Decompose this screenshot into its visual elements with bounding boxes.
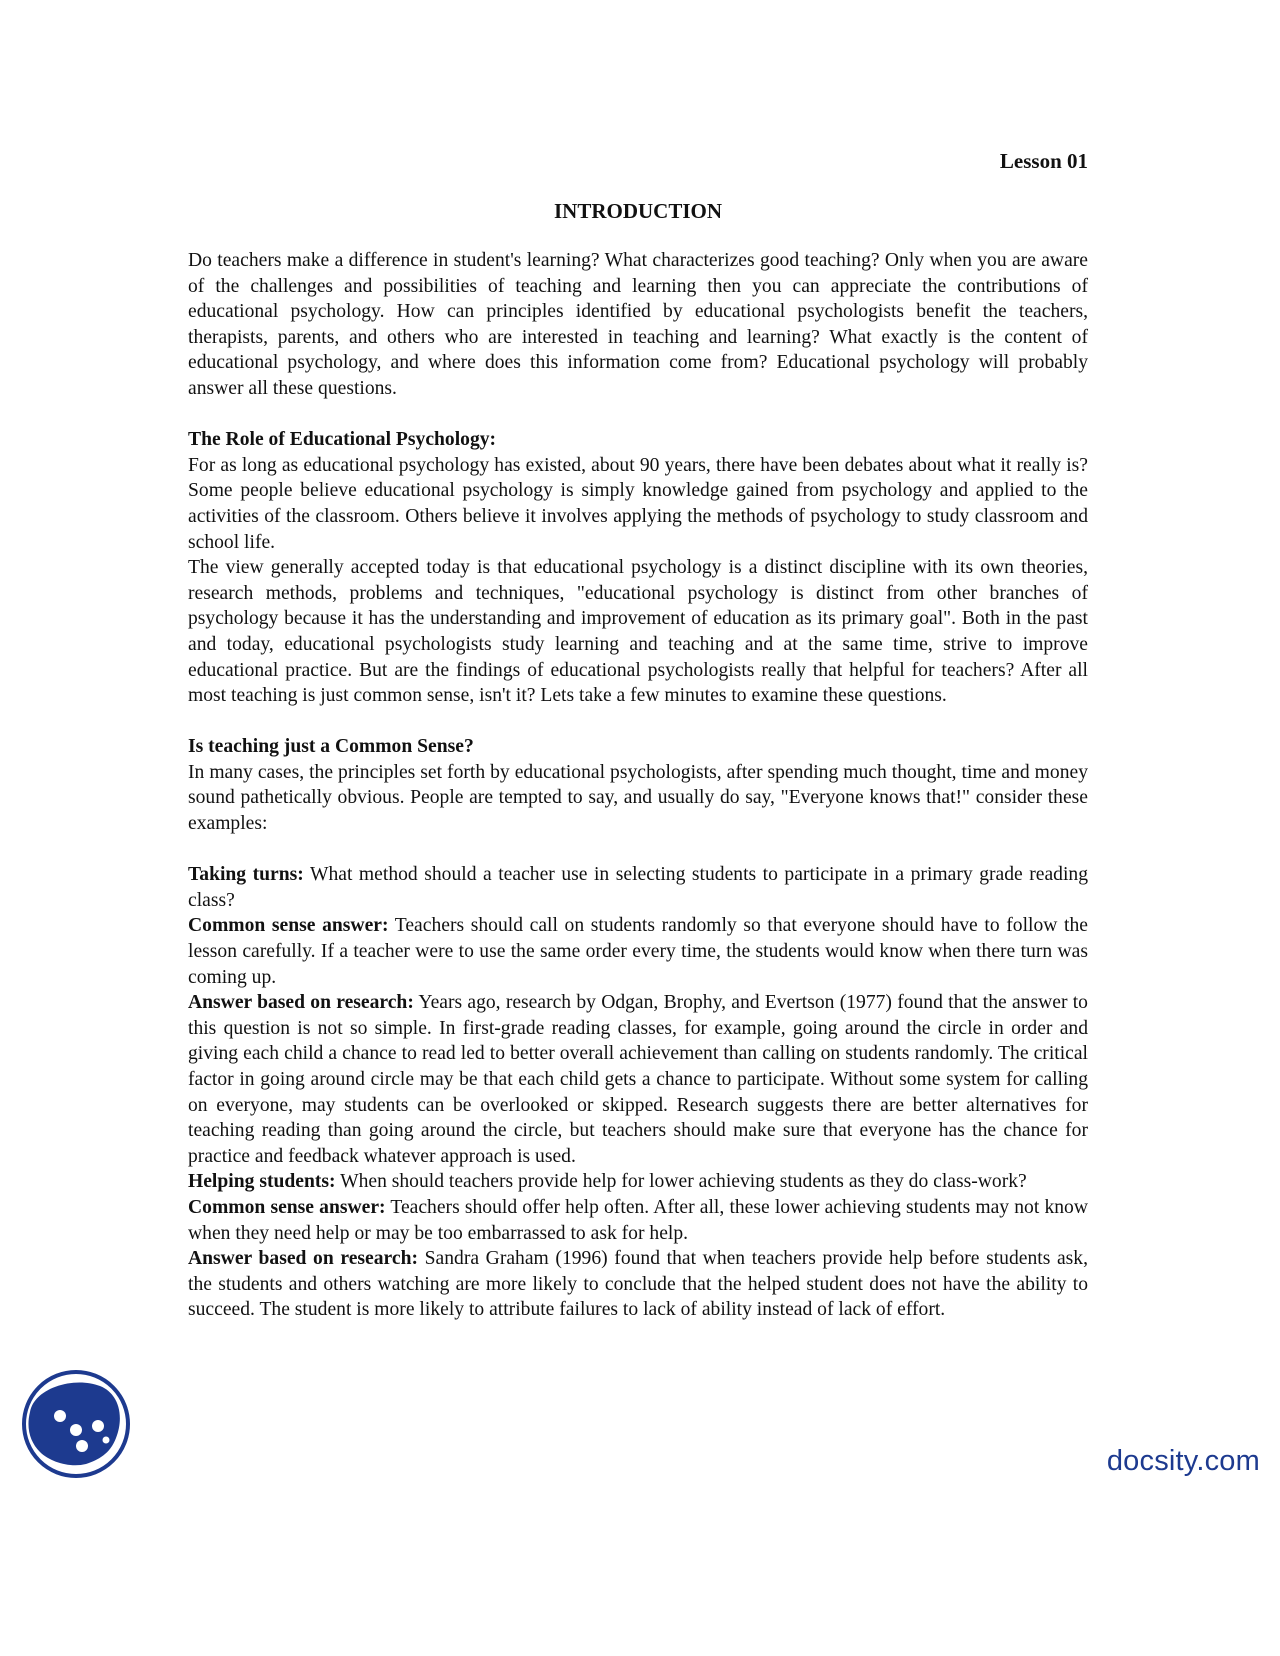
- section-heading-common-sense: Is teaching just a Common Sense?: [188, 736, 474, 758]
- example-paragraph: [188, 1195, 1088, 1246]
- examples-list: [188, 862, 1088, 1323]
- example-lead: Common sense answer:: [188, 915, 389, 937]
- example-text: What method should a teacher use in selecting students to participate in a primary grade reading class?: [188, 864, 1088, 911]
- example-paragraph: [188, 913, 1088, 990]
- role-paragraph-1: For as long as educational psychology has existed, about 90 years, there have been debates about what it really is? Some people believe educational psychology is simply knowledge gained from psychology and applied to the activities of the classroom. Others believe it involves applying the methods of psychology to study classroom and school life.: [188, 454, 1088, 553]
- example-lead: Answer based on research:: [188, 992, 414, 1014]
- example-text: When should teachers provide help for lower achieving students as they do class-work?: [335, 1171, 1027, 1193]
- example-paragraph: [188, 990, 1088, 1169]
- example-paragraph: [188, 862, 1088, 913]
- page-title: INTRODUCTION: [553, 199, 723, 223]
- example-text: Teachers should offer help often. After all, these lower achieving students may not know when they need help or may be too embarrassed to ask for help.: [188, 1196, 1088, 1244]
- intro-paragraph: Do teachers make a difference in student's learning? What characterizes good teaching? Only when you are aware of the challenges and possibilities of teaching and learning then you can appreciate the contributions of educational psychology. How can principles identified by educational psychologists benefit the teachers, therapists, parents, and others who are interested in teaching and learning? What exactly is the content of educational psychology, and where does this information come from? Educational psychology will probably answer all these questions.: [188, 250, 1088, 399]
- docsity-brand-link[interactable]: docsity.com: [1106, 1445, 1260, 1477]
- example-text: Years ago, research by Odgan, Brophy, and Evertson (1977) found that the answer to this question is not so simple. In first-grade reading classes, for example, going around the circle in order and giving each child a chance to read led to better overall achievement than calling on students randomly. The critical factor in going around circle may be that each child gets a chance to participate. Without some system for calling on everyone, may students can be overlooked or skipped. Research suggests there are better alternatives for teaching reading than going around the circle, but teachers should make sure that everyone has the chance for practice and feedback whatever approach is used.: [188, 992, 1088, 1167]
- lesson-number: Lesson 01: [999, 149, 1088, 173]
- example-lead: Taking turns:: [188, 864, 304, 886]
- document-page: [188, 148, 1088, 1323]
- example-text: Teachers should call on students randomly so that everyone should have to follow the lesson carefully. If a teacher were to use the same order every time, the students would know when there turn was coming up.: [188, 915, 1088, 988]
- example-paragraph: [188, 1169, 1088, 1195]
- example-lead: Answer based on research:: [188, 1248, 418, 1270]
- example-lead: Common sense answer:: [188, 1196, 386, 1218]
- example-paragraph: [188, 1246, 1088, 1323]
- example-lead: Helping students:: [188, 1171, 336, 1193]
- example-text: Sandra Graham (1996) found that when teachers provide help before students ask, the students and others watching are more likely to conclude that the helped student does not have the ability to succeed. The student is more likely to attribute failures to lack of ability instead of lack of effort.: [188, 1248, 1088, 1321]
- section-heading-role: The Role of Educational Psychology:: [188, 429, 497, 451]
- docsity-logo-icon[interactable]: [20, 1368, 132, 1480]
- common-sense-paragraph: In many cases, the principles set forth by educational psychologists, after spending much thought, time and money sound pathetically obvious. People are tempted to say, and usually do say, "Everyone knows that!" consider these examples:: [188, 761, 1088, 835]
- role-paragraph-2: The view generally accepted today is that educational psychology is a distinct discipline with its own theories, research methods, problems and techniques, "educational psychology is distinct from other branches of psychology because it has the understanding and improvement of education as its primary goal". Both in the past and today, educational psychologists study learning and teaching and at the same time, strive to improve educational practice. But are the findings of educational psychologists really that helpful for teachers? After all most teaching is just common sense, isn't it? Lets take a few minutes to examine these questions.: [188, 557, 1088, 707]
